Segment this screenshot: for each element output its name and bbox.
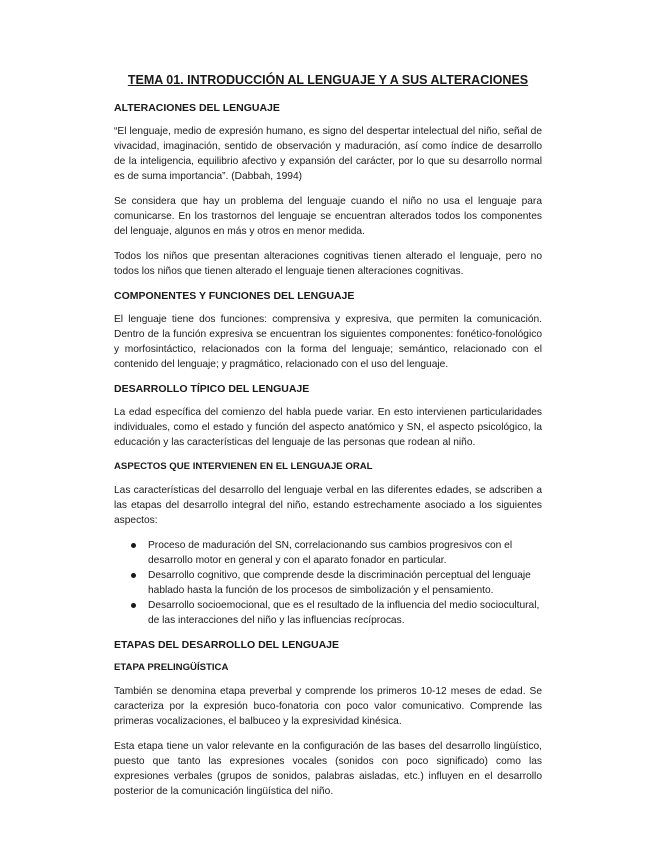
paragraph-problema-lenguaje: Se considera que hay un problema del lenguaje cuando el niño no usa el lenguaje para comunicarse. En los trastornos del lenguaje se encuentran alterados todos los componentes del lenguaje, algunos en más y otros en menor medida. [114, 196, 542, 237]
list-item-text: Desarrollo cognitivo, que comprende desde la discriminación perceptual del lenguaje hablado hasta la función de los procesos de simbolización y el pensamiento. [148, 570, 531, 596]
section-heading-componentes: COMPONENTES Y FUNCIONES DEL LENGUAJE [114, 290, 355, 302]
paragraph-alteraciones-cognitivas: Todos los niños que presentan alteraciones cognitivas tienen alterado el lenguaje, pero no todos los niños que tienen alterado el lenguaje tienen alteraciones cognitivas. [114, 251, 542, 277]
list-item [114, 538, 542, 568]
bullet-icon [131, 603, 136, 608]
bullet-icon [131, 543, 136, 548]
section-heading-etapas: ETAPAS DEL DESARROLLO DEL LENGUAJE [114, 639, 339, 651]
list-item [114, 568, 542, 598]
paragraph-funciones: El lenguaje tiene dos funciones: comprensiva y expresiva, que permiten la comunicación. Dentro de la función expresiva se encuentran los siguientes componentes: fonético-fonológico y morfosintáctico, relacionados con la forma del lenguaje; semántico, relacionado con el contenido del lenguaje; y pragmático, relacionado con el uso del lenguaje. [114, 314, 542, 370]
document-title: TEMA 01. INTRODUCCIÓN AL LENGUAJE Y A SUS ALTERACIONES [127, 73, 529, 87]
list-item-text: Desarrollo socioemocional, que es el resultado de la influencia del medio sociocultural, de las interacciones del niño y las influencias recíprocas. [148, 600, 540, 626]
paragraph-caracteristicas: Las características del desarrollo del lenguaje verbal en las diferentes edades, se adscriben a las etapas del desarrollo integral del niño, estando estrechamente asociado a los siguientes aspectos: [114, 485, 542, 526]
subsection-heading-prelinguistica: ETAPA PRELINGÜÍSTICA [114, 662, 229, 673]
paragraph-quote: “El lenguaje, medio de expresión humano, es signo del despertar intelectual del niño, señal de vivacidad, imaginación, sentido de observación y maduración, así como índice de desarrollo de la inteligencia, equilibrio afectivo y expansión del carácter, por lo que su desarrollo normal es de suma importancia”. (Dabbah, 1994) [114, 126, 542, 182]
list-item-text: Proceso de maduración del SN, correlacionando sus cambios progresivos con el desarrollo motor en general y con el aparato fonador en particular. [148, 540, 513, 566]
paragraph-edad-habla: La edad específica del comienzo del habla puede variar. En esto intervienen particularidades individuales, como el estado y función del aspecto anatómico y SN, el aspecto psicológico, la educación y las características del lenguaje de las personas que rodean al niño. [114, 407, 542, 448]
paragraph-valor-relevante: Esta etapa tiene un valor relevante en la configuración de las bases del desarrollo lingüístico, puesto que tanto las expresiones vocales (sonidos con poco significado) como las expresiones verbales (grupos de sonidos, palabras aisladas, etc.) influyen en el desarrollo posterior de la comunicación lingüística del niño. [114, 741, 542, 797]
document-body [114, 72, 542, 809]
list-item [114, 598, 542, 628]
bullet-icon [131, 573, 136, 578]
aspectos-list [114, 538, 542, 628]
section-heading-desarrollo: DESARROLLO TÍPICO DEL LENGUAJE [114, 383, 310, 395]
section-heading-alteraciones: ALTERACIONES DEL LENGUAJE [114, 102, 280, 114]
paragraph-etapa-preverbal: También se denomina etapa preverbal y comprende los primeros 10-12 meses de edad. Se caracteriza por la expresión buco-fonatoria con poco valor comunicativo. Comprende las primeras vocalizaciones, el balbuceo y la expresividad kinésica. [114, 686, 542, 727]
subsection-heading-aspectos: ASPECTOS QUE INTERVIENEN EN EL LENGUAJE ORAL [114, 461, 373, 472]
